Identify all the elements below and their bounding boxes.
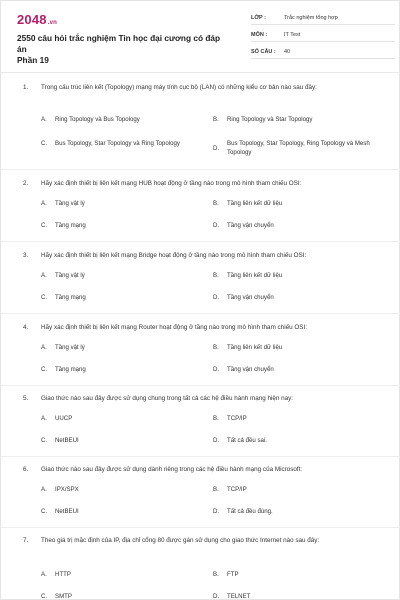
option-letter: C.: [41, 437, 48, 444]
question-body: Hãy xác định thiết bị liên kết mạng Bridge hoạt động ở tầng nào trong mô hình tham chiếu OSI:: [41, 252, 307, 259]
option-text: Tầng vật lý: [55, 200, 85, 207]
option-b[interactable]: [213, 199, 363, 208]
option-letter: D.: [213, 508, 220, 515]
option-text: Bus Topology, Star Topology và Ring Topology: [55, 140, 180, 147]
meta-row-count: [251, 45, 395, 59]
document-title-line2: Phần 19: [17, 55, 49, 65]
option-d[interactable]: [213, 436, 363, 445]
option-c[interactable]: [41, 139, 196, 148]
option-text: Tầng liên kết dữ liệu: [227, 200, 283, 207]
question-separator: [1, 169, 400, 170]
option-text: Ring Topology và Star Topology: [227, 116, 313, 123]
option-letter: A.: [41, 415, 47, 422]
option-c[interactable]: [41, 592, 191, 600]
option-d[interactable]: [213, 221, 363, 230]
option-text: Tầng mạng: [55, 294, 86, 301]
meta-label: MÔN :: [251, 31, 268, 38]
meta-row-subject: [251, 28, 395, 42]
option-letter: D.: [213, 144, 220, 152]
option-text: Tất cả đều đúng.: [227, 508, 273, 515]
option-text: Tầng liên kết dữ liệu: [227, 344, 283, 351]
option-b[interactable]: [213, 414, 363, 423]
option-text: Tất cả đều sai.: [227, 437, 267, 444]
option-text: Bus Topology, Star Topology, Ring Topology và Mesh Topology: [227, 140, 370, 156]
option-letter: D.: [213, 222, 220, 229]
option-c[interactable]: [41, 365, 191, 374]
option-text: TCP/IP: [227, 486, 247, 493]
question-text: [23, 323, 378, 332]
option-b[interactable]: [213, 271, 363, 280]
logo-text: 2048: [17, 12, 47, 27]
option-c[interactable]: [41, 436, 191, 445]
option-letter: D.: [213, 593, 220, 600]
page-header: [1, 1, 400, 79]
document-title: [17, 33, 227, 66]
option-d[interactable]: [213, 365, 363, 374]
option-d[interactable]: [213, 507, 363, 516]
option-text: Tầng vận chuyển: [227, 366, 274, 373]
option-text: TCP/IP: [227, 415, 247, 422]
option-text: Tầng liên kết dữ liệu: [227, 272, 283, 279]
option-c[interactable]: [41, 507, 191, 516]
option-letter: A.: [41, 344, 47, 351]
option-a[interactable]: [41, 414, 191, 423]
option-c[interactable]: [41, 293, 191, 302]
option-text: Tầng vật lý: [55, 272, 85, 279]
option-text: UUCP: [55, 415, 73, 422]
question-separator: [1, 385, 400, 386]
option-a[interactable]: [41, 271, 191, 280]
option-text: Tầng vật lý: [55, 344, 85, 351]
question-body: Giao thức nào sau đây được sử dụng chung trong tất cả các hệ điều hành mạng hiện nay:: [41, 395, 294, 402]
question-text: [23, 536, 378, 545]
question-body: Giao thức nào sau đây được sử dụng dành riêng trong các hệ điều hành mạng của Microsoft:: [41, 466, 303, 473]
meta-value: Trắc nghiệm tổng hợp: [284, 14, 338, 21]
question-number: 6.: [23, 466, 29, 473]
option-letter: B.: [213, 116, 219, 123]
header-divider: [1, 72, 400, 73]
meta-info: [251, 11, 395, 59]
question-text: [23, 83, 378, 92]
option-text: NetBEUI: [55, 508, 79, 515]
question-number: 3.: [23, 252, 29, 259]
option-text: IPX/SPX: [55, 486, 79, 493]
option-a[interactable]: [41, 485, 191, 494]
site-logo[interactable]: [17, 12, 57, 27]
option-text: Tầng mạng: [55, 366, 86, 373]
option-letter: C.: [41, 294, 48, 301]
question-number: 4.: [23, 324, 29, 331]
option-letter: B.: [213, 486, 219, 493]
option-text: SMTP: [55, 593, 72, 600]
option-letter: C.: [41, 508, 48, 515]
option-letter: A.: [41, 571, 47, 578]
option-text: Tầng vận chuyển: [227, 222, 274, 229]
question-number: 1.: [23, 84, 29, 91]
option-text: NetBEUI: [55, 437, 79, 444]
option-text: Tầng mạng: [55, 222, 86, 229]
option-letter: B.: [213, 415, 219, 422]
question-text: [23, 179, 378, 188]
option-a[interactable]: [41, 343, 191, 352]
option-letter: D.: [213, 437, 220, 444]
question-number: 7.: [23, 537, 29, 544]
question-number: 5.: [23, 395, 29, 402]
option-letter: B.: [213, 272, 219, 279]
question-body: Hãy xác định thiết bị liên kết mạng HUB hoạt động ở tầng nào trong mô hình tham chiếu OSI:: [41, 180, 302, 187]
option-letter: B.: [213, 571, 219, 578]
option-text: TELNET: [227, 593, 251, 600]
option-d[interactable]: [213, 139, 373, 157]
option-letter: D.: [213, 366, 220, 373]
option-letter: A.: [41, 116, 47, 123]
option-letter: B.: [213, 200, 219, 207]
option-letter: D.: [213, 294, 220, 301]
option-d[interactable]: [213, 293, 363, 302]
option-letter: B.: [213, 344, 219, 351]
question-text: [23, 251, 378, 260]
option-letter: C.: [41, 140, 48, 147]
question-number: 2.: [23, 180, 29, 187]
option-b[interactable]: [213, 485, 363, 494]
option-letter: C.: [41, 222, 48, 229]
question-body: Hãy xác định thiết bị liên kết mạng Router hoạt động ở tầng nào trong mô hình tham chiếu OSI:: [41, 324, 307, 331]
option-d[interactable]: [213, 592, 363, 600]
option-text: Ring Topology và Bus Topology: [55, 116, 140, 123]
option-a[interactable]: [41, 570, 191, 579]
option-letter: A.: [41, 272, 47, 279]
question-separator: [1, 241, 400, 242]
document-title-line1: 2550 câu hỏi trắc nghiệm Tin học đại cương có đáp án: [17, 33, 221, 54]
option-letter: A.: [41, 200, 47, 207]
option-b[interactable]: [213, 343, 363, 352]
option-a[interactable]: [41, 115, 191, 124]
option-b[interactable]: [213, 570, 363, 579]
question-body: Trong cấu trúc liên kết (Topology) mạng máy tính cục bộ (LAN) có những kiểu cơ bản nào sau đây:: [41, 84, 317, 91]
question-body: Theo giá trị mặc định của IP, địa chỉ cổng 80 được gán sử dụng cho giao thức Internet nào sau đây:: [41, 537, 320, 544]
question-text: [23, 394, 378, 403]
meta-row-class: [251, 11, 395, 25]
option-a[interactable]: [41, 199, 191, 208]
option-c[interactable]: [41, 221, 191, 230]
option-letter: C.: [41, 366, 48, 373]
question-separator: [1, 456, 400, 457]
option-letter: A.: [41, 486, 47, 493]
option-text: FTP: [227, 571, 239, 578]
option-text: Tầng vận chuyển: [227, 294, 274, 301]
question-separator: [1, 527, 400, 528]
question-separator: [1, 313, 400, 314]
question-text: [23, 465, 378, 474]
meta-value: IT Test: [284, 31, 301, 38]
meta-label: SỐ CÂU :: [251, 48, 276, 55]
meta-label: LỚP :: [251, 14, 266, 21]
meta-value: 40: [284, 48, 291, 55]
option-text: HTTP: [55, 571, 71, 578]
option-b[interactable]: [213, 115, 363, 124]
logo-suffix: .vn: [47, 20, 58, 26]
option-letter: C.: [41, 593, 48, 600]
